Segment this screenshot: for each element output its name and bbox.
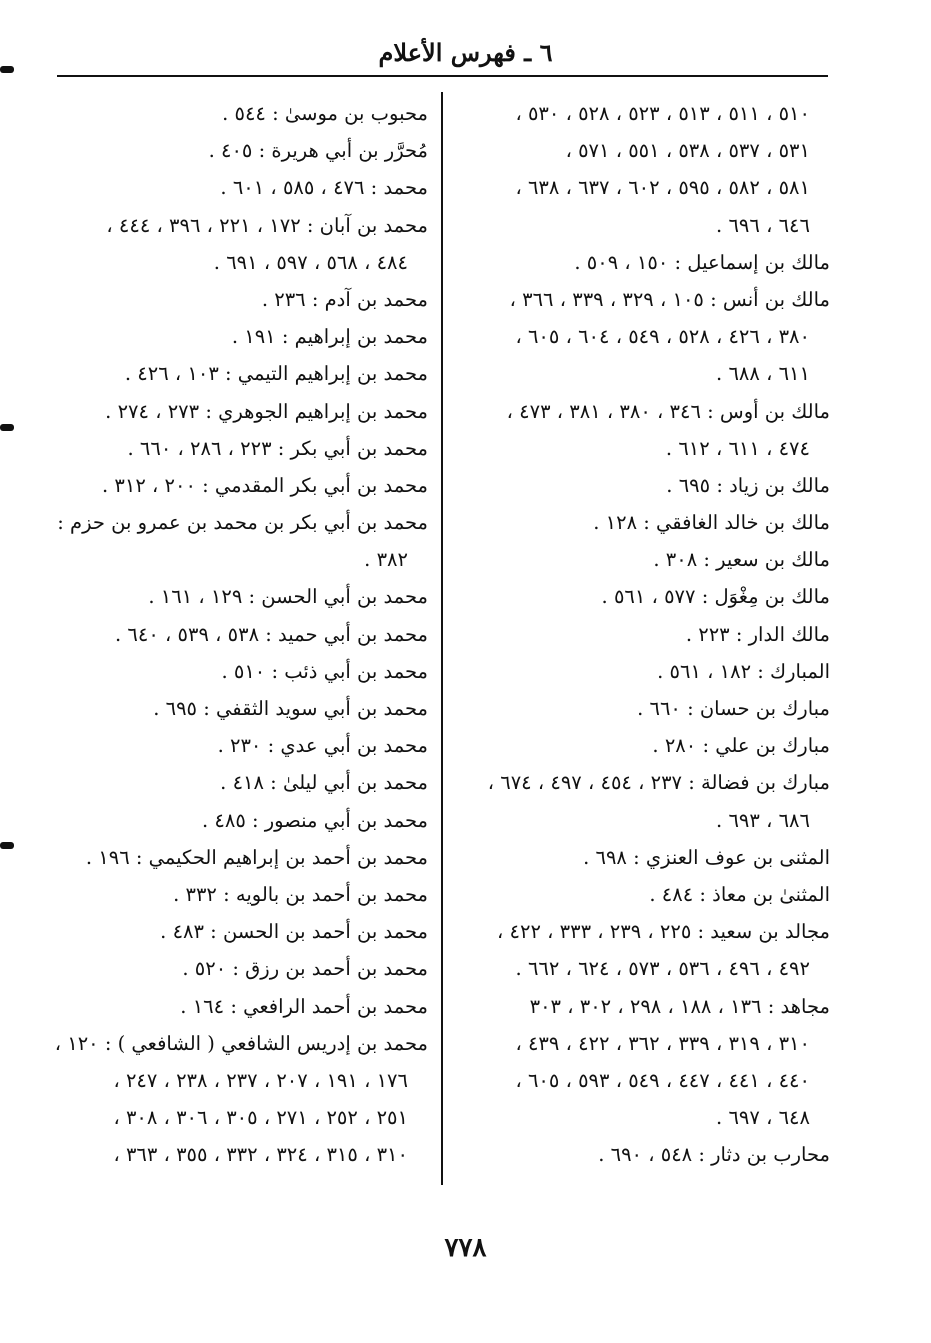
header-rule: [57, 75, 828, 77]
index-entry-line: محمد بن أبي بكر : ٢٢٣ ، ٢٨٦ ، ٦٦٠ .: [127, 436, 428, 460]
index-entry-line: محبوب بن موسىٰ : ٥٤٤ .: [222, 102, 428, 125]
index-entry-line: محمد بن أبي عدي : ٢٣٠ .: [217, 734, 428, 758]
index-column-right: [452, 95, 830, 1173]
index-entry-line: مبارك بن فضالة : ٢٣٧ ، ٤٥٤ ، ٤٩٧ ، ٦٧٤ ،: [487, 771, 830, 795]
index-entry-line: ٤٤٠ ، ٤٤١ ، ٤٤٧ ، ٥٤٩ ، ٥٩٣ ، ٦٠٥ ،: [515, 1068, 810, 1092]
index-entry-line: مالك بن أنس : ١٠٥ ، ٣٢٩ ، ٣٣٩ ، ٣٦٦ ،: [509, 287, 830, 311]
index-entry-line: ٦٤٦ ، ٦٩٦ .: [716, 213, 810, 237]
index-entry-line: ٣٨٠ ، ٤٢٦ ، ٥٢٨ ، ٥٤٩ ، ٦٠٤ ، ٦٠٥ ،: [515, 325, 810, 349]
column-divider: [441, 92, 443, 1185]
index-entry-line: مجالد بن سعيد : ٢٢٥ ، ٢٣٩ ، ٣٣٣ ، ٤٢٢ ،: [497, 920, 830, 944]
index-entry-line: مالك بن إسماعيل : ١٥٠ ، ٥٠٩ .: [574, 250, 830, 274]
index-entry-line: مُحرَّر بن أبي هريرة : ٤٠٥ .: [208, 139, 428, 163]
index-entry-line: ٣١٠ ، ٣١٩ ، ٣٣٩ ، ٣٦٢ ، ٤٢٢ ، ٤٣٩ ،: [515, 1031, 810, 1055]
index-entry-line: ٥٨١ ، ٥٨٢ ، ٥٩٥ ، ٦٠٢ ، ٦٣٧ ، ٦٣٨ ،: [515, 176, 810, 200]
index-entry-line: محمد بن إبراهيم التيمي : ١٠٣ ، ٤٢٦ .: [124, 362, 428, 386]
index-entry-line: محمد بن أبي بكر المقدمي : ٢٠٠ ، ٣١٢ .: [101, 473, 428, 497]
index-entry-line: مبارك بن علي : ٢٨٠ .: [652, 734, 830, 758]
index-entry-line: مالك بن مِغْوَل : ٥٧٧ ، ٥٦١ .: [601, 585, 830, 609]
index-entry-line: المبارك : ١٨٢ ، ٥٦١ .: [657, 659, 830, 683]
index-entry-line: محمد بن أبي منصور : ٤٨٥ .: [201, 808, 428, 832]
margin-mark: [0, 66, 14, 73]
index-entry-line: محمد بن أبي بكر بن محمد بن عمرو بن حزم :: [57, 511, 428, 535]
index-entry-line: محمد بن إدريس الشافعي ( الشافعي ) : ١٢٠ ،: [54, 1031, 428, 1055]
margin-mark: [0, 424, 14, 431]
index-entry-line: محارب بن دثار : ٥٤٨ ، ٦٩٠ .: [598, 1143, 830, 1167]
index-entry-line: ١٧٦ ، ١٩١ ، ٢٠٧ ، ٢٣٧ ، ٢٣٨ ، ٢٤٧ ،: [113, 1068, 408, 1092]
index-entry-line: محمد بن أبي ذئب : ٥١٠ .: [221, 659, 428, 683]
page-number: ٧٧٨: [444, 1233, 487, 1263]
index-entry-line: محمد بن أبي الحسن : ١٢٩ ، ١٦١ .: [148, 585, 428, 609]
index-entry-line: ٣١٠ ، ٣١٥ ، ٣٢٤ ، ٣٣٢ ، ٣٥٥ ، ٣٦٣ ،: [113, 1143, 408, 1167]
index-entry-line: محمد بن أحمد الرافعي : ١٦٤ .: [180, 994, 428, 1018]
index-entry-line: مجاهد : ١٣٦ ، ١٨٨ ، ٢٩٨ ، ٣٠٢ ، ٣٠٣: [529, 994, 830, 1018]
index-entry-line: مالك بن زياد : ٦٩٥ .: [666, 473, 830, 497]
index-column-left: [48, 95, 428, 1173]
index-entry-line: محمد بن آبان : ١٧٢ ، ٢٢١ ، ٣٩٦ ، ٤٤٤ ،: [106, 213, 428, 237]
index-entry-line: ٤٧٤ ، ٦١١ ، ٦١٢ .: [665, 436, 810, 460]
index-entry-line: محمد بن أبي حميد : ٥٣٨ ، ٥٣٩ ، ٦٤٠ .: [115, 622, 428, 646]
index-entry-line: ٤٨٤ ، ٥٦٨ ، ٥٩٧ ، ٦٩١ .: [213, 250, 408, 274]
index-entry-line: مبارك بن حسان : ٦٦٠ .: [637, 697, 830, 720]
index-entry-line: محمد بن إبراهيم الجوهري : ٢٧٣ ، ٢٧٤ .: [105, 399, 428, 423]
page-header: ٦ ـ فهرس الأعلام: [378, 38, 553, 67]
index-entry-line: محمد بن أبي سويد الثقفي : ٦٩٥ .: [153, 697, 428, 720]
index-entry-line: ٣٨٢ .: [364, 548, 408, 572]
index-entry-line: محمد بن أحمد بن رزق : ٥٢٠ .: [182, 957, 428, 981]
index-entry-line: محمد : ٤٧٦ ، ٥٨٥ ، ٦٠١ .: [220, 176, 428, 200]
index-entry-line: محمد بن أحمد بن بالويه : ٣٣٢ .: [173, 882, 428, 906]
index-entry-line: ٥٣١ ، ٥٣٧ ، ٥٣٨ ، ٥٥١ ، ٥٧١ ،: [565, 139, 810, 163]
index-entry-line: محمد بن أبي ليلىٰ : ٤١٨ .: [220, 771, 428, 795]
index-entry-line: المثنىٰ بن معاذ : ٤٨٤ .: [649, 882, 830, 906]
index-entry-line: مالك بن أوس : ٣٤٦ ، ٣٨٠ ، ٣٨١ ، ٤٧٣ ،: [506, 399, 830, 423]
index-entry-line: مالك بن خالد الغافقي : ١٢٨ .: [593, 511, 830, 535]
index-entry-line: ٦٨٦ ، ٦٩٣ .: [716, 808, 810, 832]
index-entry-line: ٦١١ ، ٦٨٨ .: [716, 362, 810, 386]
index-entry-line: محمد بن آدم : ٢٣٦ .: [261, 287, 428, 311]
index-entry-line: مالك الدار : ٢٢٣ .: [685, 622, 830, 646]
margin-mark: [0, 842, 14, 849]
index-entry-line: محمد بن أحمد بن الحسن : ٤٨٣ .: [160, 920, 428, 944]
index-entry-line: ٢٥١ ، ٢٥٢ ، ٢٧١ ، ٣٠٥ ، ٣٠٦ ، ٣٠٨ ،: [113, 1106, 408, 1130]
index-entry-line: ٦٤٨ ، ٦٩٧ .: [716, 1106, 810, 1130]
index-entry-line: المثنى بن عوف العنزي : ٦٩٨ .: [583, 845, 830, 869]
index-entry-line: ٤٩٢ ، ٤٩٦ ، ٥٣٦ ، ٥٧٣ ، ٦٢٤ ، ٦٦٢ .: [515, 957, 810, 981]
index-entry-line: ٥١٠ ، ٥١١ ، ٥١٣ ، ٥٢٣ ، ٥٢٨ ، ٥٣٠ ،: [515, 102, 810, 125]
index-entry-line: مالك بن سعير : ٣٠٨ .: [653, 548, 830, 572]
index-entry-line: محمد بن أحمد بن إبراهيم الحكيمي : ١٩٦ .: [85, 845, 428, 869]
index-entry-line: محمد بن إبراهيم : ١٩١ .: [231, 325, 428, 349]
